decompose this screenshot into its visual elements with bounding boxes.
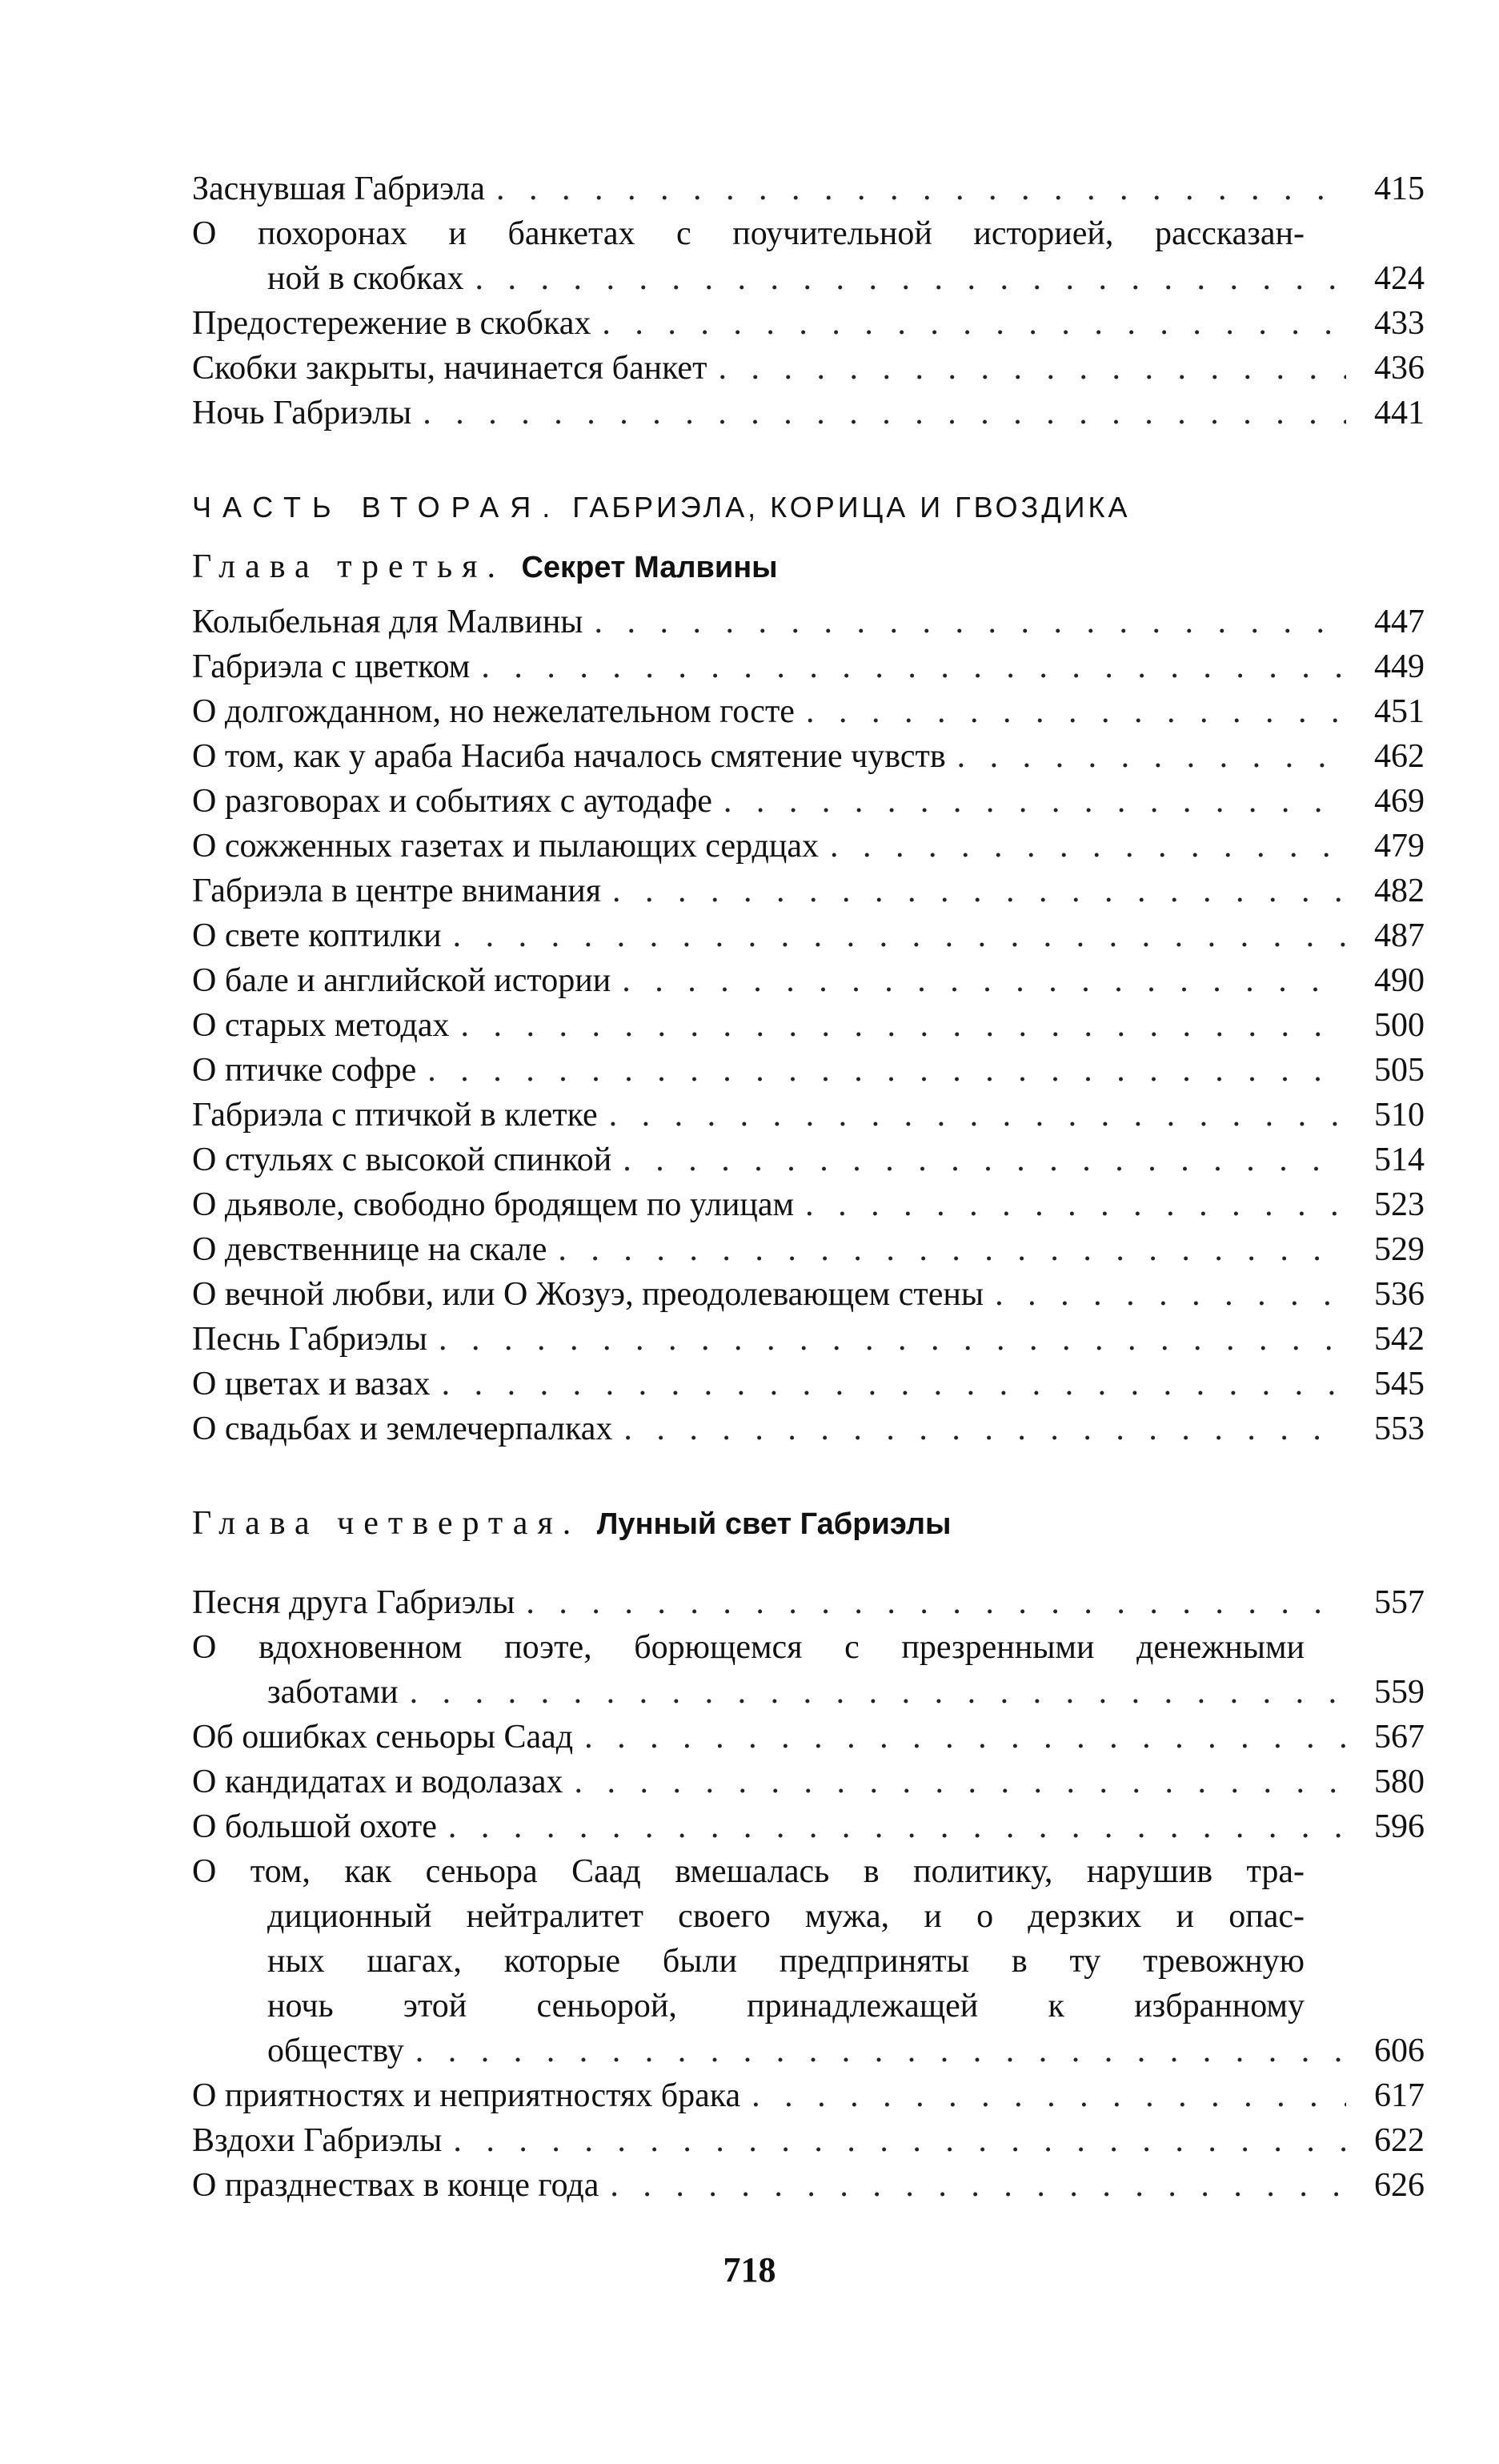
dot-leader [612,869,1346,913]
toc-entry [192,1362,1425,1407]
toc-entry-title: О вечной любви, или О Жозуэ, преодолевающем стены [192,1276,984,1313]
toc-entry-page: 514 [1374,1142,1425,1178]
toc-entry-line: ных шагах, которые были предприняты в ту тревожную [267,1943,1305,1980]
toc-entry [192,779,1425,824]
toc-entry-page: 441 [1374,395,1425,431]
toc-entry [192,734,1425,779]
toc-entry [192,869,1425,913]
toc-entry-title: Габриэла с птичкой в клетке [192,1097,598,1134]
toc-entry-row [192,256,1425,301]
dot-leader [622,958,1346,1003]
toc-entry [192,1003,1425,1048]
toc-entry-page: 567 [1374,1719,1425,1756]
dot-leader [610,2163,1346,2208]
toc-entry [192,913,1425,958]
toc-entry-page: 545 [1374,1366,1425,1403]
toc-entry-title: Габриэла в центре внимания [192,873,602,909]
dot-leader [423,391,1346,435]
dot-leader [453,2118,1346,2163]
dot-leader [475,256,1346,301]
toc-entry [192,1804,1425,1849]
toc-entry-page: 580 [1374,1764,1425,1800]
toc-entry-page: 557 [1374,1584,1425,1621]
toc-entry [192,1317,1425,1362]
dot-leader [995,1272,1346,1317]
chapter-three-title: Секрет Малвины [521,551,778,584]
toc-entry [192,1407,1425,1451]
toc-entry-page: 617 [1374,2077,1425,2114]
dot-leader [526,1580,1346,1625]
toc-entry [192,1093,1425,1138]
dot-leader [609,1093,1346,1138]
toc-entry-title: О том, как у араба Насиба началось смятение чувств [192,738,946,775]
toc-entry-line: О том, как сеньора Саад вмешалась в политику, нарушив тра- [192,1853,1305,1890]
toc-entry-page: 536 [1374,1276,1425,1313]
dot-leader [830,824,1346,869]
toc-block-part-one-end [192,167,1425,435]
toc-entry-title: Ночь Габриэлы [192,395,412,431]
toc-entry [192,1580,1425,1625]
toc-entry-title: О старых методах [192,1007,450,1044]
toc-entry-title: О разговорах и событиях с аутодафе [192,783,712,820]
dot-leader [439,1317,1346,1362]
toc-entry [192,1849,1425,2073]
chapter-four-entries [192,1580,1425,2208]
toc-entry [192,1138,1425,1182]
toc-entry-title: Песня друга Габриэлы [192,1584,515,1621]
toc-entry-title: Вздохи Габриэлы [192,2122,443,2159]
chapter-three-label: Глава третья. [192,548,505,585]
toc-entry-title: О бале и английской истории [192,962,611,999]
dot-leader [602,301,1346,346]
toc-entry-page: 596 [1374,1808,1425,1845]
toc-entry-title: О свадьбах и землечерпалках [192,1411,613,1447]
toc-entry-page: 559 [1374,1674,1425,1711]
toc-entry [192,211,1425,301]
toc-entry-page: 490 [1374,962,1425,999]
toc-entry [192,824,1425,869]
toc-entry-title: Об ошибках сеньоры Саад [192,1719,574,1756]
toc-entry [192,689,1425,734]
dot-leader [442,1362,1346,1407]
toc-entry [192,1048,1425,1093]
toc-entry-title: ной в скобках [267,260,464,297]
toc-entry [192,2118,1425,2163]
toc-entry-page: 449 [1374,648,1425,685]
toc-entry-title: О цветах и вазах [192,1366,431,1403]
toc-entry [192,391,1425,435]
toc-entry-title: О большой охоте [192,1808,437,1845]
toc-entry-title: О дьяволе, свободно бродящем по улицам [192,1186,795,1223]
toc-entry-row [192,2029,1425,2073]
toc-entry-title: Скобки закрыты, начинается банкет [192,350,707,387]
toc-entry-page: 462 [1374,738,1425,775]
toc-entry-title: О стульях с высокой спинкой [192,1142,612,1178]
dot-leader [723,779,1346,824]
toc-entry-line: О похоронах и банкетах с поучительной историей, рассказан- [192,215,1305,252]
page-number: 718 [723,2250,776,2289]
toc-entry [192,2163,1425,2208]
dot-leader [481,644,1346,689]
dot-leader [752,2073,1346,2118]
toc-entry [192,1760,1425,1804]
toc-entry-title: Габриэла с цветком [192,648,471,685]
toc-entry-title: Песнь Габриэлы [192,1321,427,1358]
dot-leader [461,1003,1346,1048]
toc-entry-title: О девственнице на скале [192,1231,547,1268]
toc-entry [192,644,1425,689]
dot-leader [595,600,1346,644]
toc-entry-line: ночь этой сеньорой, принадлежащей к избранному [267,1988,1305,2025]
dot-leader [453,913,1346,958]
toc-entry [192,600,1425,644]
chapter-four-title: Лунный свет Габриэлы [596,1507,952,1541]
toc-entry-page: 542 [1374,1321,1425,1358]
toc-entry [192,346,1425,391]
toc-entry-title: Предостережение в скобках [192,305,591,342]
table-of-contents [192,167,1425,2208]
toc-entry [192,2073,1425,2118]
dot-leader [957,734,1346,779]
toc-entry-title: заботами [267,1674,399,1711]
toc-entry-page: 505 [1374,1052,1425,1089]
toc-entry [192,1272,1425,1317]
toc-entry-title: Заснувшая Габриэла [192,171,486,207]
toc-entry-page: 606 [1374,2033,1425,2069]
dot-leader [623,1407,1346,1451]
dot-leader [496,167,1346,211]
dot-leader [805,1182,1346,1227]
toc-entry-title: О кандидатах и водолазах [192,1764,563,1800]
toc-entry [192,1227,1425,1272]
toc-entry [192,1625,1425,1715]
toc-entry-title: О приятностях и неприятностях брака [192,2077,741,2114]
part-label: ЧАСТЬ ВТОРАЯ. [192,491,562,524]
toc-entry-row [192,1670,1425,1715]
toc-entry-page: 415 [1374,171,1425,207]
toc-entry-page: 510 [1374,1097,1425,1134]
toc-entry [192,1182,1425,1227]
toc-entry [192,1715,1425,1760]
toc-entry-page: 529 [1374,1231,1425,1268]
toc-entry-page: 479 [1374,828,1425,865]
toc-entry-title: О птичке софре [192,1052,417,1089]
toc-entry [192,301,1425,346]
dot-leader [623,1138,1346,1182]
toc-entry-page: 451 [1374,693,1425,730]
toc-entry-page: 500 [1374,1007,1425,1044]
toc-entry-line: диционный нейтралитет своего мужа, и о дерзких и опас- [267,1898,1305,1935]
toc-entry-page: 433 [1374,305,1425,342]
toc-entry-page: 626 [1374,2167,1425,2204]
toc-entry-page: 424 [1374,260,1425,297]
toc-entry-page: 436 [1374,350,1425,387]
toc-entry [192,958,1425,1003]
dot-leader [558,1227,1346,1272]
dot-leader [574,1760,1346,1804]
toc-entry-title: Колыбельная для Малвины [192,604,583,640]
toc-entry-page: 523 [1374,1186,1425,1223]
dot-leader [427,1048,1346,1093]
toc-entry-line: О вдохновенном поэте, борющемся с презренными денежными [192,1629,1305,1666]
dot-leader [410,1670,1346,1715]
chapter-three-entries [192,600,1425,1451]
dot-leader [806,689,1346,734]
toc-entry-page: 447 [1374,604,1425,640]
chapter-three-heading [192,543,1425,592]
dot-leader [718,346,1346,391]
toc-entry-title: О празднествах в конце года [192,2167,599,2204]
toc-entry-page: 622 [1374,2122,1425,2159]
toc-entry-title: О свете коптилки [192,917,442,954]
chapter-four-heading [192,1499,1425,1548]
part-heading [192,484,1425,532]
chapter-four-label: Глава четвертая. [192,1505,581,1542]
toc-entry-page: 553 [1374,1411,1425,1447]
toc-entry-title: обществу [267,2033,404,2069]
toc-entry [192,167,1425,211]
part-title: ГАБРИЭЛА, КОРИЦА И ГВОЗДИКА [572,491,1131,524]
toc-entry-page: 487 [1374,917,1425,954]
dot-leader [448,1804,1346,1849]
toc-entry-page: 469 [1374,783,1425,820]
toc-entry-title: О сожженных газетах и пылающих сердцах [192,828,820,865]
dot-leader [584,1715,1346,1760]
toc-entry-title: О долгожданном, но нежелательном госте [192,693,795,730]
dot-leader [415,2029,1346,2073]
toc-entry-page: 482 [1374,873,1425,909]
